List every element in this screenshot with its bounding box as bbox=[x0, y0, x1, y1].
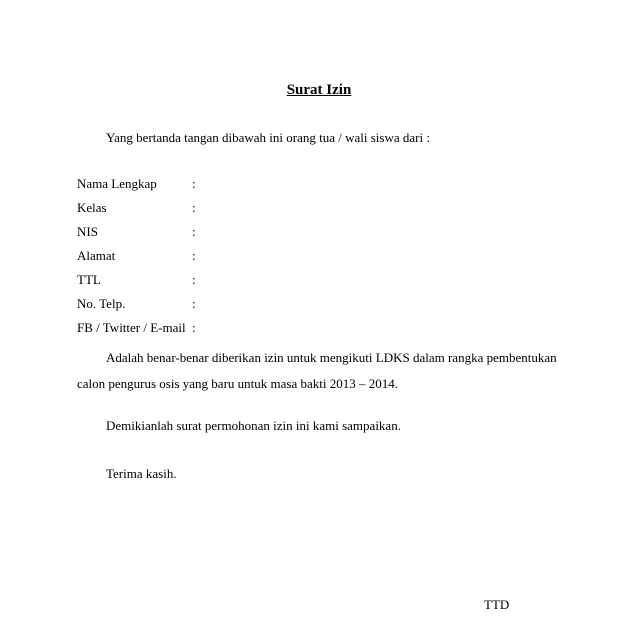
field-row-telp bbox=[77, 296, 196, 320]
closing-paragraph: Demikianlah surat permohonan izin ini kami sampaikan. bbox=[106, 418, 401, 433]
field-label: No. Telp. bbox=[77, 296, 126, 311]
field-colon: : bbox=[192, 296, 196, 311]
field-label: Kelas bbox=[77, 200, 107, 215]
intro-line: Yang bertanda tangan dibawah ini orang tua / wali siswa dari : bbox=[106, 130, 430, 145]
field-label: NIS bbox=[77, 224, 98, 239]
field-row-ttl bbox=[77, 272, 196, 296]
thanks-line: Terima kasih. bbox=[106, 466, 177, 481]
field-row-alamat bbox=[77, 248, 196, 272]
student-fields bbox=[77, 176, 196, 344]
signature-label: TTD bbox=[484, 597, 510, 612]
field-label: FB / Twitter / E-mail bbox=[77, 320, 186, 335]
field-colon: : bbox=[192, 224, 196, 239]
field-colon: : bbox=[192, 176, 196, 191]
field-label: Nama Lengkap bbox=[77, 176, 157, 191]
field-label: Alamat bbox=[77, 248, 116, 263]
permission-paragraph-line2: calon pengurus osis yang baru untuk masa bakti 2013 – 2014. bbox=[77, 376, 398, 391]
field-label: TTL bbox=[77, 272, 101, 287]
document-title: Surat Izin bbox=[286, 82, 352, 98]
field-colon: : bbox=[192, 248, 196, 263]
field-row-kelas bbox=[77, 200, 196, 224]
field-row-nama bbox=[77, 176, 196, 200]
field-row-nis bbox=[77, 224, 196, 248]
field-colon: : bbox=[192, 320, 196, 335]
field-row-social bbox=[77, 320, 196, 344]
field-colon: : bbox=[192, 272, 196, 287]
permission-paragraph-line1: Adalah benar-benar diberikan izin untuk mengikuti LDKS dalam rangka pembentukan bbox=[106, 350, 557, 365]
field-colon: : bbox=[192, 200, 196, 215]
